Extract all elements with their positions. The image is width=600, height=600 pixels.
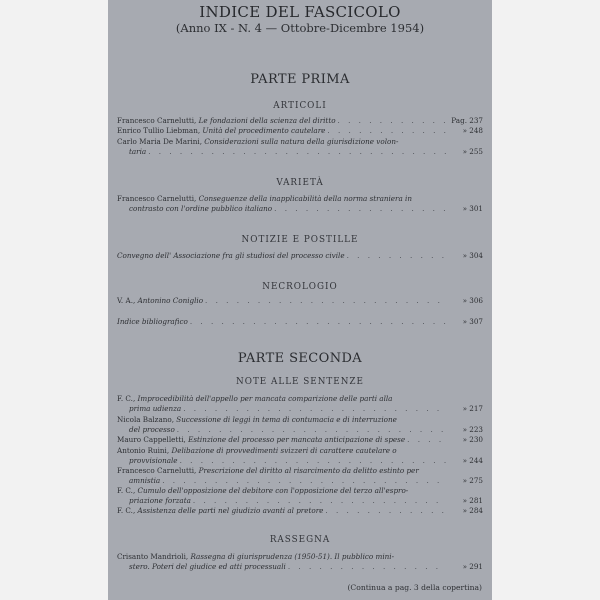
entry-author: Enrico Tullio Liebman, <box>117 126 201 135</box>
entry-title: Delibazione di provvedimenti svizzeri di carattere cautelare o <box>171 446 397 455</box>
leader-dots <box>345 251 447 261</box>
continuation-note: (Continua a pag. 3 della copertina) <box>347 583 482 592</box>
toc-entry <box>117 194 483 214</box>
entry-title-cont: contrasto con l'ordine pubblico italiano <box>129 204 273 213</box>
page-number: 304 <box>469 251 483 260</box>
leader-dots <box>323 506 447 516</box>
entry-title: Conseguenze della inapplicabilità della norma straniera in <box>198 194 412 203</box>
page-label: » <box>462 296 467 305</box>
articoli-heading: ARTICOLI <box>273 101 327 111</box>
page-number: 306 <box>469 296 483 305</box>
entry-title-cont: provvisionale <box>129 456 178 465</box>
entry-author: F. C., <box>117 394 136 403</box>
leader-dots <box>175 425 447 435</box>
toc-entry <box>117 486 483 506</box>
issue-subtitle: (Anno IX - N. 4 — Ottobre-Dicembre 1954) <box>175 21 425 35</box>
page-number: 307 <box>469 317 483 326</box>
toc-entry <box>117 251 483 261</box>
notizie-heading: NOTIZIE E POSTILLE <box>241 235 359 245</box>
toc-entry <box>117 446 483 466</box>
entry-title: Considerazioni sulla natura della giurisdizione volon- <box>204 137 399 146</box>
page-label: » <box>462 317 467 326</box>
entry-title: Successione di leggi in tema di contumacia e di interruzione <box>176 415 397 424</box>
entry-title-cont: priazione forzata <box>129 496 191 505</box>
page-number: 223 <box>469 425 483 434</box>
page-label: » <box>462 496 467 505</box>
leader-dots <box>188 317 447 327</box>
toc-entry <box>117 126 483 136</box>
toc-entry <box>117 415 483 435</box>
entry-author: Nicola Balzano, <box>117 415 174 424</box>
rassegna-heading: RASSEGNA <box>269 535 331 545</box>
toc-entry <box>117 466 483 486</box>
page-number: 217 <box>469 404 483 413</box>
entry-title-cont: del processo <box>129 425 175 434</box>
page-number: 301 <box>469 204 483 213</box>
entry-author: F. C., <box>117 486 136 495</box>
entry-title: Le fondazioni della scienza del diritto <box>198 116 336 125</box>
leader-dots <box>178 456 447 466</box>
entry-author: Mauro Cappelletti, <box>117 435 186 444</box>
varieta-heading: VARIETÀ <box>276 178 324 188</box>
leader-dots <box>160 476 447 486</box>
entry-title: Estinzione del processo per mancata anticipazione di spese <box>188 435 406 444</box>
toc-entry <box>117 116 483 126</box>
leader-dots <box>203 296 447 306</box>
entry-author: Francesco Carnelutti, <box>117 194 197 203</box>
page-label: » <box>462 425 467 434</box>
leader-dots <box>336 116 447 126</box>
toc-entry <box>117 506 483 516</box>
note-heading: NOTE ALLE SENTENZE <box>236 377 364 387</box>
page-number: 281 <box>469 496 483 505</box>
leader-dots <box>191 496 447 506</box>
leader-dots <box>325 126 447 136</box>
page-label: » <box>462 456 467 465</box>
entry-title: Antonino Coniglio <box>137 296 204 305</box>
entry-author: Crisanto Mandrioli, <box>117 552 189 561</box>
toc-entry <box>117 552 483 572</box>
entry-author: Francesco Carnelutti, <box>117 116 197 125</box>
leader-dots <box>286 562 447 572</box>
page-number: 255 <box>469 147 483 156</box>
necrologio-heading: NECROLOGIO <box>262 282 338 292</box>
entry-author: Antonio Ruini, <box>117 446 170 455</box>
page-number: 284 <box>469 506 483 515</box>
page-number: 237 <box>469 116 483 125</box>
page-label: Pag. <box>451 116 467 125</box>
toc-entry <box>117 317 483 327</box>
toc-entry <box>117 296 483 306</box>
page-number: 244 <box>469 456 483 465</box>
page-label: » <box>462 476 467 485</box>
page-label: » <box>462 126 467 135</box>
leader-dots <box>181 404 447 414</box>
journal-page <box>108 0 492 600</box>
entry-title: Convegno dell' Associazione fra gli studiosi del processo civile <box>117 251 345 260</box>
page-number: 275 <box>469 476 483 485</box>
entry-title: Unità del procedimento cautelare <box>202 126 326 135</box>
leader-dots <box>146 147 447 157</box>
entry-title: Assistenza delle parti nel giudizio avanti al pretore <box>137 506 324 515</box>
page-label: » <box>462 562 467 571</box>
page-title: INDICE DEL FASCICOLO <box>199 3 401 21</box>
entry-title: Improcedibilità dell'appello per mancata comparizione delle parti alla <box>137 394 393 403</box>
entry-author: F. C., <box>117 506 136 515</box>
entry-title: Cumulo dell'opposizione del debitore con l'opposizione del terzo all'espro- <box>137 486 409 495</box>
toc-entry <box>117 435 483 445</box>
entry-title: Indice bibliografico <box>117 317 188 326</box>
page-number: 230 <box>469 435 483 444</box>
page-label: » <box>462 147 467 156</box>
entry-author: Francesco Carnelutti, <box>117 466 197 475</box>
page-label: » <box>462 435 467 444</box>
leader-dots <box>405 435 447 445</box>
page-number: 248 <box>469 126 483 135</box>
entry-title-cont: prima udienza <box>129 404 182 413</box>
part-one-heading: PARTE PRIMA <box>250 72 350 87</box>
entry-author: V. A., <box>117 296 136 305</box>
leader-dots <box>272 204 447 214</box>
entry-title-cont: stero. Poteri del giudice ed atti processuali <box>129 562 286 571</box>
page-label: » <box>462 251 467 260</box>
entry-title: Rassegna di giurisprudenza (1950-51). Il pubblico mini- <box>190 552 394 561</box>
entry-title-cont: amnistia <box>129 476 161 485</box>
page-number: 291 <box>469 562 483 571</box>
toc-entry <box>117 394 483 414</box>
page-label: » <box>462 404 467 413</box>
entry-title-cont: taria <box>129 147 147 156</box>
part-two-heading: PARTE SECONDA <box>237 351 363 366</box>
page-label: » <box>462 506 467 515</box>
page-label: » <box>462 204 467 213</box>
entry-title: Prescrizione del diritto al risarcimento da delitto estinto per <box>198 466 419 475</box>
toc-entry <box>117 137 483 157</box>
entry-author: Carlo Maria De Marini, <box>117 137 202 146</box>
